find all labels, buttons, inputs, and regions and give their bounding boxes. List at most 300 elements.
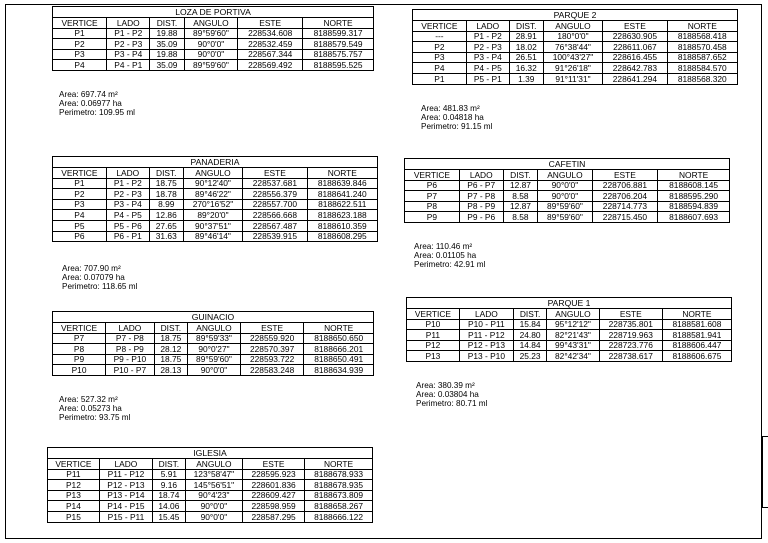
area-label: Area: [59,98,79,108]
cell-este: 228557.700 [243,199,307,210]
table-row [413,42,738,53]
cell-angulo: 90°37'51" [183,220,242,231]
perimetro-value: 118.65 ml [102,281,138,291]
cell-angulo: 90°0'0" [185,511,242,522]
cell-angulo: 91°11'31" [543,73,602,84]
cell-lado: P4 - P5 [466,63,509,74]
table-loza-de-portiva [52,6,374,71]
header-vertice: VERTICE [53,323,106,334]
cell-este: 228609.427 [243,490,305,501]
header-row [53,323,374,334]
cell-dist: 8.58 [503,191,538,202]
area-m2-value: 707.90 m² [83,264,121,273]
cell-dist: 18.75 [154,333,188,344]
table-title: GUINACIO [52,311,374,322]
header-este: ESTE [603,21,667,32]
perimetro-value: 91.15 ml [461,121,493,131]
cell-lado: P8 - P9 [459,201,503,212]
area-ha-value: 0.01105 ha [435,250,477,260]
header-vertice: VERTICE [53,18,107,29]
cell-lado: P5 - P6 [106,220,149,231]
cell-lado: P6 - P1 [106,231,149,242]
cell-norte: 8188608.295 [307,231,377,242]
header-lado: LADO [99,459,152,470]
cell-angulo: 90°4'23" [185,490,242,501]
table-cafetin [404,158,730,223]
cell-angulo: 82°21'43" [547,330,599,341]
header-norte: NORTE [662,309,731,320]
cell-dist: 35.09 [150,39,184,50]
cell-norte: 8188594.839 [658,201,730,212]
cell-lado: P5 - P1 [466,73,509,84]
cell-norte: 8188641.240 [307,189,377,200]
area-label: Area: [62,272,82,282]
header-este: ESTE [599,309,662,320]
cell-este: 228532.459 [238,39,303,50]
cell-dist: 19.88 [150,28,184,39]
header-vertice: VERTICE [407,309,460,320]
cell-norte: 8188678.935 [305,480,373,491]
table-row [53,210,378,221]
perimetro-label: Perimetro: [59,412,97,422]
header-norte: NORTE [307,168,377,179]
header-row [405,170,730,181]
area-ha-value: 0.03804 ha [437,389,479,399]
cell-lado: P2 - P3 [107,39,150,50]
cell-vertice: P12 [48,480,100,491]
header-angulo: ANGULO [183,168,242,179]
header-dist: DIST. [149,168,183,179]
cell-este: 228583.248 [240,365,304,376]
table-row [53,178,378,189]
table-row [53,344,374,355]
cell-dist: 14.84 [513,340,546,351]
area-m2-value: 481.83 m² [442,104,480,113]
cell-dist: 28.91 [509,31,543,42]
perimetro-label: Perimetro: [59,107,97,117]
cell-norte: 8188579.549 [303,39,374,50]
table-title: IGLESIA [47,447,373,458]
cell-norte: 8188673.809 [305,490,373,501]
cell-este: 228611.067 [603,42,667,53]
header-row [53,18,374,29]
cell-norte: 8188678.933 [305,469,373,480]
cell-este: 228566.668 [243,210,307,221]
cell-angulo: 270°16'52" [183,199,242,210]
cell-lado: P8 - P9 [106,344,155,355]
area-m2-value: 380.39 m² [437,381,475,390]
cell-norte: 8188587.652 [667,52,737,63]
cell-angulo: 90°0'0" [184,49,238,60]
cell-vertice: P11 [48,469,100,480]
header-norte: NORTE [304,323,374,334]
header-vertice: VERTICE [413,21,467,32]
cell-este: 228539.915 [243,231,307,242]
summary-parque-2 [421,105,492,131]
cell-este: 228595.923 [243,469,305,480]
cell-vertice: P3 [53,49,107,60]
table-title: LOZA DE PORTIVA [52,6,374,17]
table-parque-2 [412,9,738,85]
cell-este: 228642.783 [603,63,667,74]
summary-panaderia [62,265,137,291]
table-row [53,231,378,242]
cell-este: 228537.681 [243,178,307,189]
header-lado: LADO [459,309,513,320]
cell-norte: 8188584.570 [667,63,737,74]
cell-vertice: --- [413,31,467,42]
table-row [407,330,732,341]
cell-norte: 8188634.939 [304,365,374,376]
cell-angulo: 145°56'51" [185,480,242,491]
perimetro-value: 80.71 ml [456,398,488,408]
cell-angulo: 89°46'14" [183,231,242,242]
table-row [53,333,374,344]
cell-vertice: P1 [53,28,107,39]
table-title: CAFETIN [404,158,730,169]
area-ha-value: 0.07079 ha [83,272,125,282]
cell-este: 228735.801 [599,319,662,330]
header-lado: LADO [106,323,155,334]
cell-lado: P11 - P12 [459,330,513,341]
header-lado: LADO [106,168,149,179]
table-row [405,201,730,212]
cell-vertice: P13 [48,490,100,501]
cell-dist: 12.86 [149,210,183,221]
cell-este: 228567.487 [243,220,307,231]
cell-vertice: P5 [53,220,107,231]
area-label: Area: [59,403,79,413]
table-row [413,52,738,63]
header-norte: NORTE [658,170,730,181]
table-row [53,199,378,210]
cell-este: 228641.294 [603,73,667,84]
perimetro-label: Perimetro: [62,281,100,291]
header-norte: NORTE [667,21,737,32]
header-angulo: ANGULO [185,459,242,470]
header-angulo: ANGULO [538,170,592,181]
cell-vertice: P3 [413,52,467,63]
cell-lado: P13 - P10 [459,351,513,362]
area-label: Area: [421,112,441,122]
cell-vertice: P6 [53,231,107,242]
cell-este: 228598.959 [243,501,305,512]
header-lado: LADO [459,170,503,181]
table-row [405,180,730,191]
cell-dist: 18.02 [509,42,543,53]
cell-vertice: P8 [53,344,106,355]
header-row [407,309,732,320]
cell-angulo: 90°0'27" [188,344,241,355]
cell-dist: 18.75 [149,178,183,189]
cell-este: 228534.608 [238,28,303,39]
table-row [413,63,738,74]
cell-vertice: P2 [413,42,467,53]
table-row [48,480,373,491]
cell-angulo: 82°42'34" [547,351,599,362]
table-row [53,220,378,231]
table-row [407,351,732,362]
cell-vertice: P7 [405,191,460,202]
cell-vertice: P7 [53,333,106,344]
perimetro-value: 109.95 ml [99,107,136,117]
cell-norte: 8188650.650 [304,333,374,344]
cell-angulo: 90°0'0" [538,191,592,202]
cell-vertice: P9 [53,354,106,365]
cell-este: 228738.617 [599,351,662,362]
area-label: Area: [421,104,441,113]
cell-angulo: 89°20'0" [183,210,242,221]
cell-lado: P2 - P3 [106,189,149,200]
table-row [53,189,378,200]
header-vertice: VERTICE [48,459,100,470]
cell-lado: P7 - P8 [459,191,503,202]
cell-dist: 25.23 [513,351,546,362]
cell-este: 228723.776 [599,340,662,351]
cell-angulo: 90°0'0" [538,180,592,191]
header-row [53,168,378,179]
cell-este: 228556.379 [243,189,307,200]
cell-este: 228570.397 [240,344,304,355]
table-row [53,354,374,365]
cell-dist: 14.06 [153,501,186,512]
cell-dist: 27.65 [149,220,183,231]
area-label: Area: [62,264,82,273]
table-row [413,31,738,42]
cell-este: 228559.920 [240,333,304,344]
cell-norte: 8188599.317 [303,28,374,39]
cell-vertice: P4 [53,210,107,221]
cell-angulo: 95°12'12" [547,319,599,330]
table-title: PANADERIA [52,156,378,167]
cell-lado: P3 - P4 [107,49,150,60]
cell-dist: 35.09 [150,60,184,71]
cell-lado: P9 - P10 [106,354,155,365]
cell-norte: 8188639.846 [307,178,377,189]
header-row [413,21,738,32]
header-este: ESTE [243,459,305,470]
header-dist: DIST. [503,170,538,181]
area-label: Area: [414,250,434,260]
cell-vertice: P4 [53,60,107,71]
cell-dist: 15.45 [153,511,186,522]
cell-norte: 8188581.608 [662,319,731,330]
area-label: Area: [416,381,436,390]
cell-angulo: 90°0'0" [188,365,241,376]
cell-norte: 8188608.145 [658,180,730,191]
cell-este: 228715.450 [592,212,658,223]
area-ha-value: 0.04818 ha [442,112,484,122]
area-label: Area: [59,395,79,404]
table-guinacio [52,311,374,376]
cell-dist: 19.88 [150,49,184,60]
cell-dist: 12.87 [503,201,538,212]
cell-lado: P4 - P1 [107,60,150,71]
summary-parque-1 [416,382,487,408]
area-ha-value: 0.05273 ha [80,403,122,413]
cell-vertice: P11 [407,330,460,341]
cell-este: 228567.344 [238,49,303,60]
cell-angulo: 89°59'60" [184,60,238,71]
table-title: PARQUE 2 [412,9,738,20]
table-row [48,511,373,522]
cell-dist: 9.16 [153,480,186,491]
cell-norte: 8188568.418 [667,31,737,42]
cell-norte: 8188606.447 [662,340,731,351]
cell-dist: 18.75 [154,354,188,365]
cell-lado: P9 - P6 [459,212,503,223]
cell-vertice: P1 [53,178,107,189]
area-label: Area: [59,90,79,99]
cell-este: 228714.773 [592,201,658,212]
cell-lado: P11 - P12 [99,469,152,480]
header-norte: NORTE [305,459,373,470]
cell-lado: P15 - P11 [99,511,152,522]
cell-vertice: P2 [53,189,107,200]
cell-dist: 1.39 [509,73,543,84]
table-row [413,73,738,84]
cell-angulo: 76°38'44" [543,42,602,53]
table-title: PARQUE 1 [406,297,732,308]
header-dist: DIST. [509,21,543,32]
cell-dist: 24.80 [513,330,546,341]
cell-lado: P14 - P15 [99,501,152,512]
cell-norte: 8188623.188 [307,210,377,221]
table-row [407,340,732,351]
table-row [48,501,373,512]
cell-dist: 16.32 [509,63,543,74]
cell-vertice: P2 [53,39,107,50]
cell-angulo: 89°59'60" [184,28,238,39]
area-label: Area: [414,242,434,251]
table-row [53,39,374,50]
cell-dist: 26.51 [509,52,543,63]
header-este: ESTE [243,168,307,179]
cell-angulo: 89°59'60" [538,201,592,212]
cell-norte: 8188606.675 [662,351,731,362]
cell-angulo: 89°46'22" [183,189,242,200]
header-norte: NORTE [303,18,374,29]
header-angulo: ANGULO [188,323,241,334]
cell-este: 228601.836 [243,480,305,491]
table-row [53,28,374,39]
cell-vertice: P14 [48,501,100,512]
cell-norte: 8188658.267 [305,501,373,512]
cell-este: 228616.455 [603,52,667,63]
cell-este: 228569.492 [238,60,303,71]
cell-norte: 8188581.941 [662,330,731,341]
cell-norte: 8188595.525 [303,60,374,71]
cell-angulo: 90°0'0" [184,39,238,50]
table-row [53,49,374,60]
cell-dist: 18.74 [153,490,186,501]
cell-dist: 31.63 [149,231,183,242]
header-dist: DIST. [153,459,186,470]
cell-angulo: 100°43'27" [543,52,602,63]
table-parque-1 [406,297,732,362]
cell-dist: 5.91 [153,469,186,480]
cell-vertice: P1 [413,73,467,84]
cell-lado: P12 - P13 [459,340,513,351]
header-vertice: VERTICE [53,168,107,179]
table-row [405,191,730,202]
cell-angulo: 89°59'33" [188,333,241,344]
area-m2-value: 697.74 m² [80,90,118,99]
cell-lado: P1 - P2 [107,28,150,39]
cell-angulo: 180°0'0" [543,31,602,42]
cell-este: 228706.204 [592,191,658,202]
table-iglesia [47,447,373,523]
perimetro-label: Perimetro: [421,121,459,131]
cell-vertice: P15 [48,511,100,522]
cell-lado: P3 - P4 [466,52,509,63]
cell-vertice: P10 [407,319,460,330]
area-m2-value: 527.32 m² [80,395,118,404]
cell-dist: 12.87 [503,180,538,191]
header-este: ESTE [240,323,304,334]
cell-este: 228587.295 [243,511,305,522]
cell-angulo: 123°58'47" [185,469,242,480]
cell-vertice: P4 [413,63,467,74]
perimetro-label: Perimetro: [416,398,454,408]
cell-norte: 8188595.290 [658,191,730,202]
cell-norte: 8188570.458 [667,42,737,53]
cell-vertice: P6 [405,180,460,191]
table-row [48,490,373,501]
cell-lado: P3 - P4 [106,199,149,210]
cell-lado: P10 - P7 [106,365,155,376]
cell-este: 228706.881 [592,180,658,191]
cell-lado: P1 - P2 [106,178,149,189]
cell-dist: 8.99 [149,199,183,210]
table-row [405,212,730,223]
header-vertice: VERTICE [405,170,460,181]
header-dist: DIST. [154,323,188,334]
cell-vertice: P10 [53,365,106,376]
cell-vertice: P13 [407,351,460,362]
cell-norte: 8188666.122 [305,511,373,522]
cell-norte: 8188650.491 [304,354,374,365]
area-ha-value: 0.06977 ha [80,98,122,108]
cell-este: 228630.905 [603,31,667,42]
cell-angulo: 89°59'60" [188,354,241,365]
cell-norte: 8188622.511 [307,199,377,210]
header-este: ESTE [238,18,303,29]
header-dist: DIST. [150,18,184,29]
cell-dist: 18.78 [149,189,183,200]
cell-norte: 8188575.757 [303,49,374,60]
cell-angulo: 91°26'18" [543,63,602,74]
table-row [53,365,374,376]
header-row [48,459,373,470]
cell-vertice: P9 [405,212,460,223]
summary-cafetin [414,243,485,269]
perimetro-label: Perimetro: [414,259,452,269]
area-m2-value: 110.46 m² [435,242,473,251]
header-este: ESTE [592,170,658,181]
table-row [407,319,732,330]
table-panaderia [52,156,378,242]
cell-norte: 8188666.201 [304,344,374,355]
cell-dist: 15.84 [513,319,546,330]
area-label: Area: [416,389,436,399]
cell-norte: 8188610.359 [307,220,377,231]
cell-norte: 8188607.693 [658,212,730,223]
table-row [48,469,373,480]
cell-lado: P2 - P3 [466,42,509,53]
cell-vertice: P8 [405,201,460,212]
header-lado: LADO [466,21,509,32]
